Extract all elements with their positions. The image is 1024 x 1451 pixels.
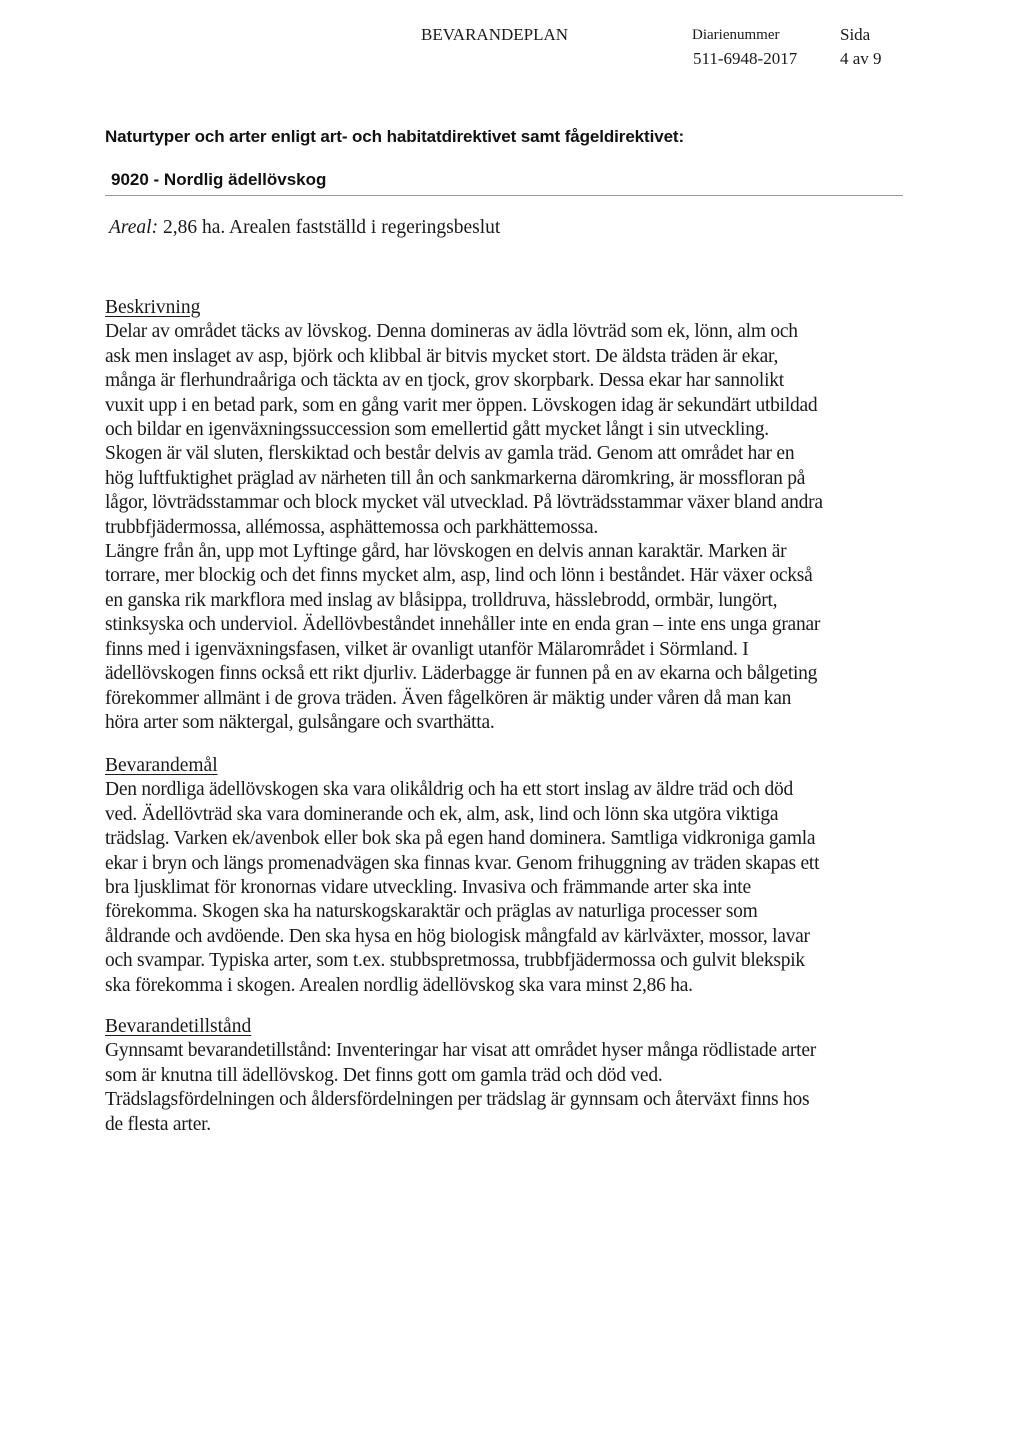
text-line: förekomma. Skogen ska ha naturskogskaraktär och präglas av naturliga processer som [105, 901, 758, 923]
text-line: ask men inslaget av asp, björk och klibbal är bitvis mycket stort. De äldsta träden är ekar, [105, 345, 779, 367]
text-line: Delar av området täcks av lövskog. Denna domineras av ädla lövträd som ek, lönn, alm och [105, 321, 798, 343]
bevarandemal-text [105, 778, 905, 998]
text-line: en ganska rik markflora med inslag av blåsippa, trolldruva, hässlebrodd, ormbär, lungört, [105, 589, 778, 611]
text-line: ved. Ädellövträd ska vara dominerande och ek, alm, ask, lind och lönn ska utgöra viktiga [105, 803, 779, 825]
beskrivning-heading: Beskrivning [105, 297, 201, 318]
text-line: förekommer allmänt i de grova träden. Även fågelkören är mäktig under våren då man kan [105, 687, 792, 709]
text-line: Skogen är väl sluten, flerskiktad och består delvis av gamla träd. Genom att området har en [105, 443, 795, 465]
text-line: höra arter som näktergal, gulsångare och svarthätta. [105, 711, 495, 733]
diarienummer-value: 511-6948-2017 [693, 49, 798, 68]
text-line: lågor, lövträdsstammar och block mycket väl utvecklad. På lövträdsstammar växer bland andra [105, 492, 823, 514]
text-line: de flesta arter. [105, 1113, 211, 1135]
text-line: bra ljusklimat för kronornas vidare utveckling. Invasiva och främmande arter ska inte [105, 877, 751, 899]
areal-text: 2,86 ha. Arealen fastställd i regeringsbeslut [158, 217, 501, 238]
document-type: BEVARANDEPLAN [421, 25, 569, 44]
text-line: torrare, mer blockig och det finns mycket alm, asp, lind och lönn i beståndet. Här växer också [105, 565, 813, 587]
text-line: Gynnsamt bevarandetillstånd: Inventeringar har visat att området hyser många rödlistade arter [105, 1040, 816, 1062]
text-line: ska förekomma i skogen. Arealen nordlig ädellövskog ska vara minst 2,86 ha. [105, 974, 693, 996]
text-line: vuxit upp i en betad park, som en gång varit mer öppen. Lövskogen idag är sekundärt utbildad [105, 394, 818, 416]
section-title: Naturtyper och arter enligt art- och habitatdirektivet samt fågeldirektivet: [105, 127, 685, 146]
text-line: ädellövskogen finns också ett rikt djurliv. Läderbagge är funnen på en av ekarna och bålgeting [105, 663, 818, 685]
text-line: trädslag. Varken ek/avenbok eller bok ska på egen hand dominera. Samtliga vidkroniga gamla [105, 828, 816, 850]
text-line: stinksyska och underviol. Ädellövbeståndet innehåller inte en enda gran – inte ens unga granar [105, 614, 821, 636]
text-line: Trädslagsfördelningen och åldersfördelningen per trädslag är gynnsam och återväxt finns hos [105, 1089, 810, 1111]
bevarandetillstand-text [105, 1039, 905, 1137]
page-number: 4 av 9 [840, 49, 882, 68]
page-label: Sida [840, 25, 871, 44]
bevarandemal-section [105, 754, 905, 998]
text-line: trubbfjädermossa, allémossa, asphättemossa och parkhättemossa. [105, 516, 598, 538]
diarienummer-label: Diarienummer [692, 27, 780, 43]
text-line: åldrande och avdöende. Den ska hysa en hög biologisk mångfald av kärlväxter, mossor, lavar [105, 925, 810, 947]
text-line: finns med i igenväxningsfasen, vilket är ovanligt utanför Mälarområdet i Sörmland. I [105, 638, 749, 660]
beskrivning-text [105, 320, 905, 735]
text-line: och svampar. Typiska arter, som t.ex. stubbspretmossa, trubbfjädermossa och gulvit blekspik [105, 950, 805, 972]
text-line: hög luftfuktighet präglad av närheten till ån och sankmarkerna däromkring, är mossfloran på [105, 467, 806, 489]
habitat-title: 9020 - Nordlig ädellövskog [111, 170, 327, 189]
bevarandetillstand-heading: Bevarandetillstånd [105, 1016, 252, 1037]
beskrivning-section [105, 296, 905, 735]
bevarandemal-heading: Bevarandemål [105, 755, 218, 776]
text-line: många är flerhundraåriga och täckta av en tjock, grov skorpbark. Dessa ekar har sannolikt [105, 370, 784, 392]
text-line: Längre från ån, upp mot Lyftinge gård, har lövskogen en delvis annan karaktär. Marken är [105, 541, 787, 563]
areal-label: Areal: [109, 217, 159, 238]
bevarandetillstand-section [105, 1015, 905, 1137]
heading-divider [105, 195, 903, 196]
text-line: som är knutna till ädellövskog. Det finns gott om gamla träd och död ved. [105, 1064, 663, 1086]
text-line: och bildar en igenväxningssuccession som emellertid gått mycket långt i sin utveckling. [105, 419, 769, 441]
text-line: ekar i bryn och längs promenadvägen ska finnas kvar. Genom frihuggning av träden skapas ett [105, 852, 820, 874]
text-line: Den nordliga ädellövskogen ska vara olikåldrig och ha ett stort inslag av äldre träd och död [105, 779, 793, 801]
areal-line [109, 216, 500, 240]
